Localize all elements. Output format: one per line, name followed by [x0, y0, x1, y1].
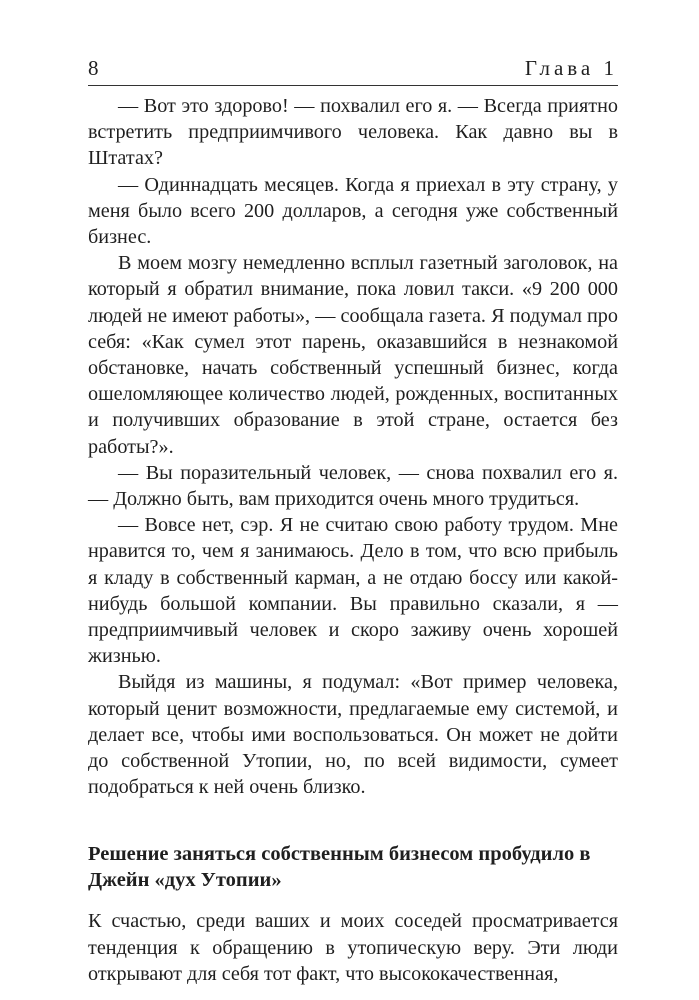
paragraph-6: Выйдя из машины, я подумал: «Вот пример человека, который ценит возможности, предлагаемые ему системой, и делает все, чтобы ими воспользоваться. Он может не дойти до собственной Утопии, но, по всей видимости, сумеет подобраться к ней очень близко.: [88, 671, 618, 799]
section-heading: Решение заняться собственным бизнесом пробудило в Джейн «дух Утопии»: [88, 843, 591, 892]
paragraph-5: — Вовсе нет, сэр. Я не считаю свою работу трудом. Мне нравится то, чем я занимаюсь. Дело в том, что всю прибыль я кладу в собственный карман, а не отдаю боссу или какой-нибудь большой компании. Вы правильно сказали, я — предприимчивый человек и скоро заживу очень хорошей жизнью.: [88, 514, 618, 668]
chapter-label: Глава 1: [524, 56, 618, 80]
page-number: 8: [88, 56, 99, 80]
paragraph-3: В моем мозгу немедленно всплыл газетный заголовок, на который я обратил внимание, пока ловил такси. «9 200 000 людей не имеют работы», — сообщала газета. Я подумал про себя: «Как сумел этот парень, оказавшийся в незнакомой обстановке, начать собственный успешный бизнес, когда ошеломляющее количество людей, рожденных, воспитанных и получивших образование в этой стране, остается без работы?».: [88, 252, 618, 458]
paragraph-1: — Вот это здорово! — похвалил его я. — Всегда приятно встретить предприимчивого человека. Как давно вы в Штатах?: [88, 95, 618, 170]
paragraph-4: — Вы поразительный человек, — снова похвалил его я. — Должно быть, вам приходится очень много трудиться.: [88, 461, 618, 511]
paragraph-2: — Одиннадцать месяцев. Когда я приехал в эту страну, у меня было всего 200 долларов, а сегодня уже собственный бизнес.: [88, 173, 618, 249]
running-header: [88, 54, 618, 86]
book-page: [88, 54, 618, 987]
paragraph-after-heading: К счастью, среди ваших и моих соседей просматривается тенденция к обращению в утопическую веру. Эти люди открывают для себя тот факт, что высококачественная,: [88, 910, 618, 985]
